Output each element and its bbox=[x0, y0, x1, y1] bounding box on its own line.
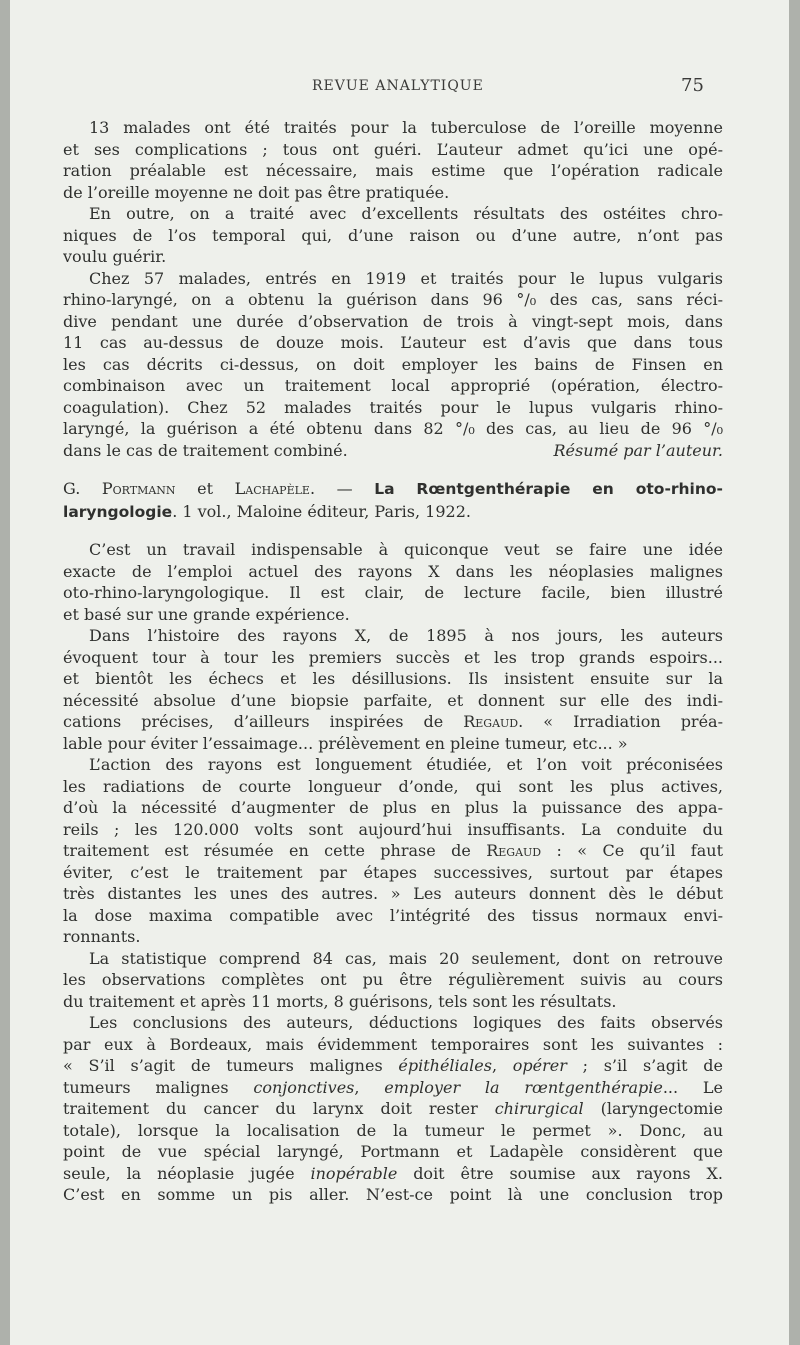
text-line: C’est un travail indispensable à quiconque veut se faire une idée bbox=[89, 540, 723, 559]
text-line: seule, la néoplasie jugée inopérable doit être soumise aux rayons X. bbox=[63, 1163, 723, 1183]
text-line: totale), lorsque la localisation de la tumeur le permet ». Donc, au bbox=[63, 1120, 723, 1140]
text-line: 11 cas au-dessus de douze mois. L’auteur est d’avis que dans tous bbox=[63, 333, 723, 352]
page-number: 75 bbox=[681, 75, 704, 96]
text-line: ration préalable est nécessaire, mais estime que l’opération radicale bbox=[63, 161, 723, 180]
review-heading bbox=[63, 478, 723, 523]
text-line: et basé sur une grande expérience. bbox=[63, 604, 350, 624]
text-line: par eux à Bordeaux, mais évidemment temporaires sont les suivantes : bbox=[63, 1034, 723, 1054]
running-title: REVUE ANALYTIQUE bbox=[312, 78, 484, 94]
text-line: La statistique comprend 84 cas, mais 20 seulement, dont on retrouve bbox=[89, 948, 723, 968]
paragraph-conclusions bbox=[63, 1012, 723, 1206]
text-line bbox=[63, 501, 723, 524]
text-line: voulu guérir. bbox=[63, 247, 167, 266]
text-line: Dans l’histoire des rayons X, de 1895 à nos jours, les auteurs bbox=[89, 626, 723, 645]
text-line bbox=[63, 478, 723, 501]
text-line: ronnants. bbox=[63, 927, 141, 946]
italic-term: opérer bbox=[512, 1056, 567, 1075]
text-line: oto-rhino-laryngologique. Il est clair, de lecture facile, bien illustré bbox=[63, 583, 723, 602]
text-line: traitement est résumée en cette phrase de Regaud : « Ce qu’il faut bbox=[63, 841, 723, 860]
paragraph-statistique bbox=[63, 948, 723, 1013]
text-line: combinaison avec un traitement local approprié (opération, électro- bbox=[63, 376, 723, 395]
text-line: Les conclusions des auteurs, déductions logiques des faits observés bbox=[89, 1013, 723, 1032]
text-line: 13 malades ont été traités pour la tuberculose de l’oreille moyenne bbox=[89, 118, 723, 137]
text-line: les radiations de courte longueur d’onde, qui sont les plus actives, bbox=[63, 776, 723, 796]
author-summary-note: Résumé par l’auteur. bbox=[553, 440, 723, 460]
text-line: de l’oreille moyenne ne doit pas être pratiquée. bbox=[63, 182, 450, 202]
paragraph-histoire bbox=[63, 625, 723, 754]
italic-term: inopérable bbox=[310, 1163, 398, 1183]
text-line: Chez 57 malades, entrés en 1919 et traités pour le lupus vulgaris bbox=[89, 268, 723, 288]
page-header bbox=[10, 75, 789, 98]
text-line: point de vue spécial laryngé, Portmann et Ladapèle considèrent que bbox=[63, 1142, 723, 1161]
paragraph-tuberculose bbox=[63, 117, 723, 203]
italic-term: employer la rœntgenthérapie bbox=[384, 1077, 663, 1097]
text-line: et ses complications ; tous ont guéri. L’auteur admet qu’ici une opé- bbox=[63, 139, 723, 159]
italic-term: chirurgical bbox=[494, 1099, 584, 1118]
text-line: tumeurs malignes conjonctives, employer la rœntgenthérapie... Le bbox=[63, 1077, 723, 1097]
text-line: les cas décrits ci-dessus, on doit employer les bains de Finsen en bbox=[63, 354, 723, 374]
text-line: lable pour éviter l’essaimage... prélèvement en pleine tumeur, etc... » bbox=[63, 733, 628, 753]
text-line: nécessité absolue d’une biopsie parfaite, et donnent sur elle des indi- bbox=[63, 690, 723, 710]
section-gap bbox=[63, 523, 723, 539]
book-title-cont: laryngologie bbox=[63, 502, 173, 521]
author-regaud: Regaud bbox=[463, 712, 519, 731]
text-line: traitement du cancer du larynx doit rester chirurgical (laryngectomie bbox=[63, 1099, 723, 1118]
italic-term: épithéliales bbox=[398, 1056, 492, 1075]
text-line: laryngé, la guérison a été obtenu dans 82 °/₀ des cas, au lieu de 96 °/₀ bbox=[63, 419, 723, 438]
text-line-start: dans le cas de traitement combiné. bbox=[63, 440, 348, 460]
author-portmann: Portmann bbox=[101, 479, 176, 498]
paragraph-action bbox=[63, 754, 723, 948]
text-line: niques de l’os temporal qui, d’une raison ou d’une autre, n’ont pas bbox=[63, 225, 723, 245]
section-gap bbox=[63, 461, 723, 478]
text-line: et bientôt les échecs et les désillusions. Ils insistent ensuite sur la bbox=[63, 669, 723, 688]
publication-info: . 1 vol., Maloine éditeur, Paris, 1922. bbox=[172, 501, 471, 521]
text-line: très distantes les unes des autres. » Les auteurs donnent dès le début bbox=[63, 884, 723, 903]
text-line: C’est en somme un pis aller. N’est-ce point là une conclusion trop bbox=[63, 1185, 723, 1204]
text-line: exacte de l’emploi actuel des rayons X dans les néoplasies malignes bbox=[63, 561, 723, 581]
page-content bbox=[63, 117, 723, 1206]
paragraph-lupus bbox=[63, 268, 723, 462]
book-title: La Rœntgenthérapie en oto-rhino- bbox=[374, 480, 723, 498]
text-line: cations précises, d’ailleurs inspirées de Regaud. « Irradiation préa- bbox=[63, 712, 723, 731]
text-line bbox=[63, 440, 723, 462]
text-line: d’où la nécessité d’augmenter de plus en plus la puissance des appa- bbox=[63, 798, 723, 817]
text-line: rhino-laryngé, on a obtenu la guérison dans 96 °/₀ des cas, sans réci- bbox=[63, 290, 723, 309]
author-lachapele: Lachapèle bbox=[234, 479, 310, 498]
text-line: éviter, c’est le traitement par étapes successives, surtout par étapes bbox=[63, 862, 723, 882]
text-line: En outre, on a traité avec d’excellents résultats des ostéites chro- bbox=[89, 204, 723, 223]
text-line: coagulation). Chez 52 malades traités pour le lupus vulgaris rhino- bbox=[63, 397, 723, 417]
paragraph-osteites bbox=[63, 203, 723, 268]
author-regaud: Regaud bbox=[486, 841, 542, 860]
text-line: la dose maxima compatible avec l’intégrité des tissus normaux envi- bbox=[63, 905, 723, 925]
text-line: évoquent tour à tour les premiers succès et les trop grands espoirs... bbox=[63, 647, 723, 667]
text-line: reils ; les 120.000 volts sont aujourd’hui insuffisants. La conduite du bbox=[63, 819, 723, 839]
paragraph-travail bbox=[63, 539, 723, 625]
text-line: L’action des rayons est longuement étudiée, et l’on voit préconisées bbox=[89, 755, 723, 774]
text-line: du traitement et après 11 morts, 8 guérisons, tels sont les résultats. bbox=[63, 991, 617, 1011]
heading-dash: . — bbox=[309, 479, 375, 498]
text-line: « S’il s’agit de tumeurs malignes épithéliales, opérer ; s’il s’agit de bbox=[63, 1056, 723, 1075]
author-conjunction: et bbox=[175, 479, 235, 498]
text-line: dive pendant une durée d’observation de trois à vingt-sept mois, dans bbox=[63, 311, 723, 331]
author-prefix: G. bbox=[63, 479, 102, 498]
text-line: les observations complètes ont pu être régulièrement suivis au cours bbox=[63, 970, 723, 989]
italic-term: conjonctives bbox=[253, 1077, 355, 1097]
page bbox=[10, 0, 789, 1345]
